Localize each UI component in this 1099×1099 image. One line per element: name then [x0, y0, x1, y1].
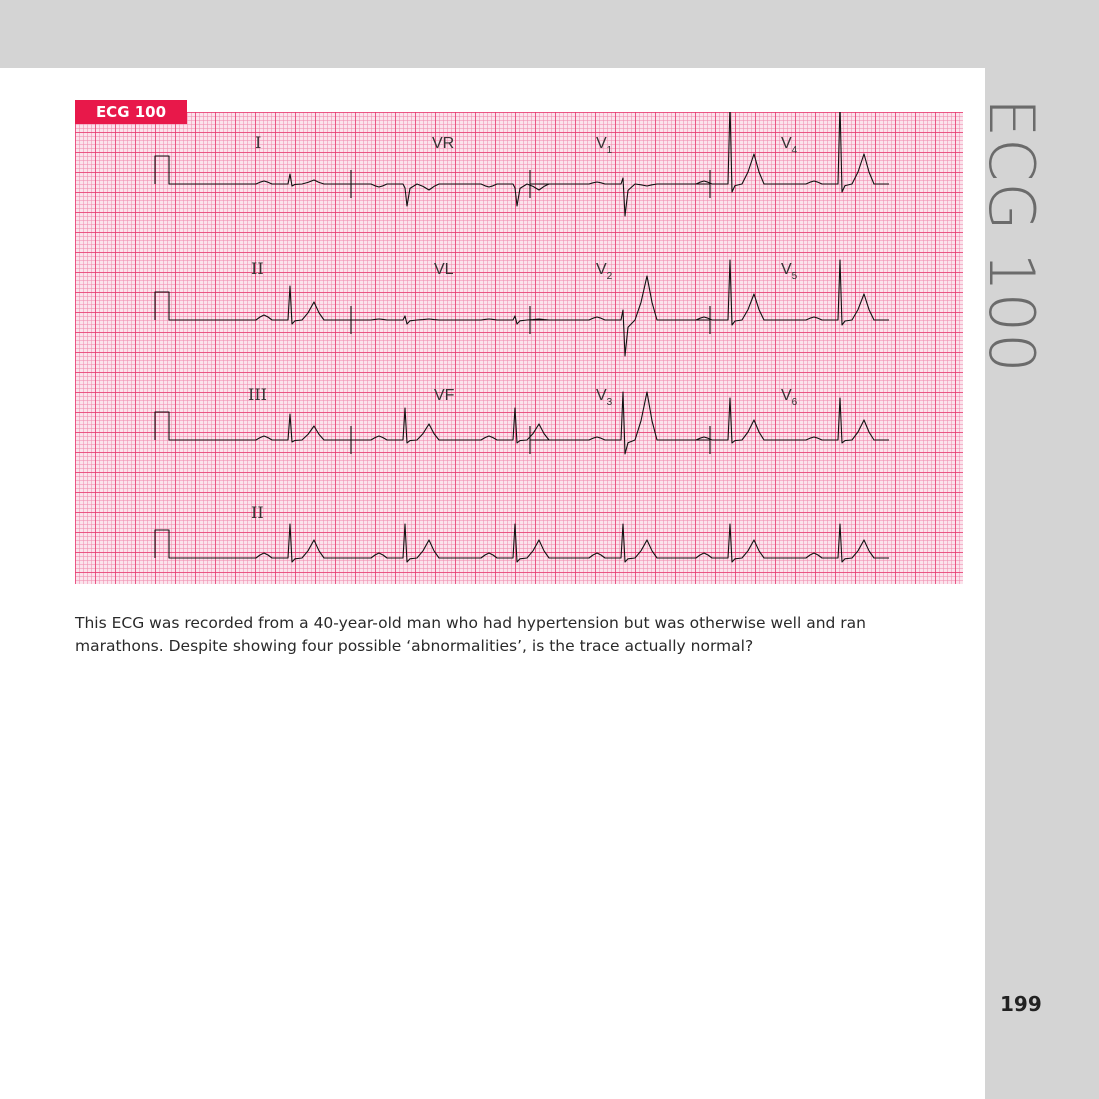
trace-vr: [351, 184, 549, 206]
trace-ii: [155, 286, 351, 324]
trace-ii-rhythm: [155, 524, 889, 562]
page-number: 199: [1000, 992, 1042, 1016]
lead-label-v4: $V_4$: [781, 135, 798, 156]
trace-v2: [530, 276, 710, 356]
lead-label-v3: $V_3$: [596, 387, 613, 408]
lead-label-ii-rhythm: II: [251, 503, 264, 522]
side-title: ECG 100: [975, 98, 1048, 374]
lead-label-vl: VL: [434, 261, 454, 278]
lead-label-vf: VF: [434, 387, 455, 404]
lead-label-i: I: [255, 133, 262, 152]
lead-label-v2: $V_2$: [596, 261, 613, 282]
trace-vf: [351, 408, 549, 443]
trace-v3: [530, 392, 710, 454]
lead-label-v5: $V_5$: [781, 261, 798, 282]
figure-tag: ECG 100: [75, 100, 187, 124]
top-band: [0, 0, 1099, 68]
trace-iii: [155, 412, 351, 442]
ecg-traces: [75, 112, 963, 584]
ecg-strip: [75, 112, 963, 584]
trace-i: [155, 156, 351, 186]
trace-v1: [530, 178, 710, 216]
trace-v5: [696, 260, 889, 325]
caption: This ECG was recorded from a 40-year-old man who had hypertension but was otherwise well and ran marathons. Despite showing four possible ‘abnormalities’, is the trace actually normal?: [75, 614, 866, 655]
lead-label-iii: III: [248, 385, 267, 404]
trace-vl: [351, 316, 549, 324]
lead-label-v1: $V_1$: [596, 135, 613, 156]
lead-label-ii: II: [251, 259, 264, 278]
lead-label-vr: VR: [432, 135, 455, 152]
lead-label-v6: $V_6$: [781, 387, 798, 408]
